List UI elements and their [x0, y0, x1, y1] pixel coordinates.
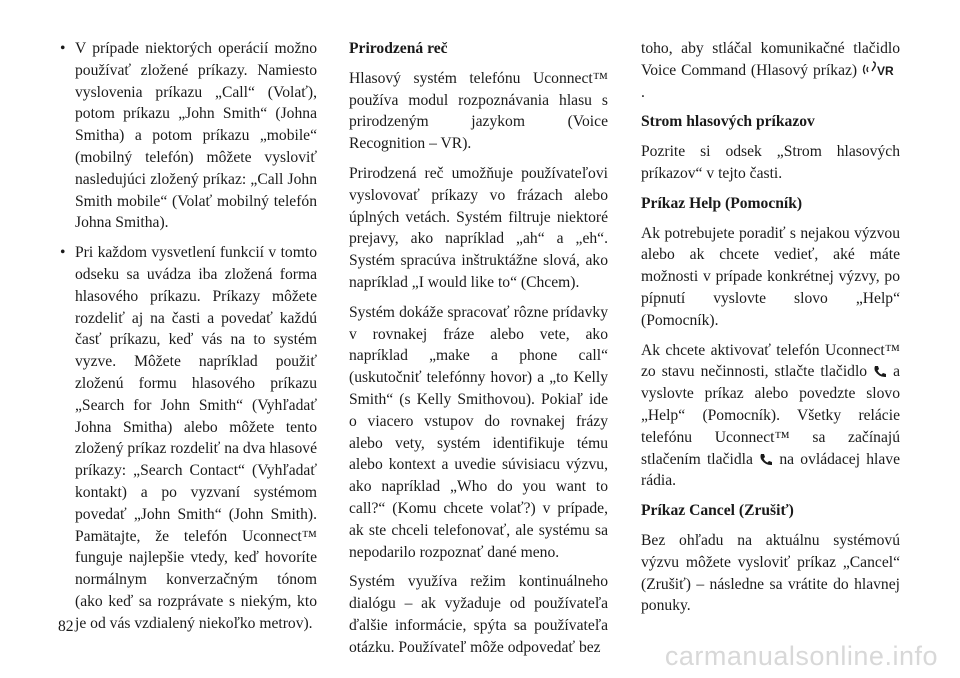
watermark: carmanualsonline.info — [664, 641, 938, 671]
paragraph: Bez ohľadu na aktuálnu systémovú výzvu môžete vysloviť príkaz „Cancel“ (Zrušiť) – následne sa vrátite do hlavnej ponuky. — [641, 531, 900, 615]
paragraph — [641, 38, 900, 103]
text-span: Ak chcete aktivovať telefón Uconnect™ zo stavu nečinnosti, stlačte tlačidlo — [641, 341, 900, 381]
section-heading-cancel: Príkaz Cancel (Zrušiť) — [641, 502, 794, 520]
paragraph: Systém využíva režim kontinuálneho dialógu – ak vyžaduje od používateľa ďalšie informácie, spýta sa používateľa otázku. Používateľ môže odpovedať bez — [349, 573, 608, 656]
page-number: 82 — [58, 618, 74, 635]
text-span: a vyslovte príkaz alebo povedzte slovo „Help“ (Pomocník). Všetky relácie telefónu Uconnect™ sa začínajú stlačením tlačidla — [641, 363, 900, 468]
section-heading-help: Príkaz Help (Pomocník) — [641, 194, 803, 212]
bullet-item: • Pri každom vysvetlení funkcií v tomto odseku sa uvádza iba zložená forma hlasového príkazu. Príkazy môžete rozdeliť aj na časti a povedať každú časť príkazu, keď vás na to systém vyzve. Môžete napríklad použiť zloženú formu hlasového príkazu „Search for John Smith“ (Vyhľadať Johna Smitha) alebo môžete tento zložený príkaz rozdeliť na dva hlasové príkazy: „Search Contact“ (Vyhľadať kontakt) a po vyzvaní systémom povedať „John Smith“ (John Smith). Pamätajte, že telefón Uconnect™ funguje najlepšie vtedy, keď hovoríte normálnym konverzačným tónom (ako keď sa rozprávate s niekým, kto je od vás vzdialený niekoľko metrov). — [58, 242, 317, 634]
bullet-list — [58, 38, 317, 635]
bullet-item: • V prípade niektorých operácií možno používať zložené príkazy. Namiesto vyslovenia príkazu „Call“ (Volať), potom príkazu „John Smith“ (Johna Smitha) a potom príkazu „mobile“ (mobilný telefón) môžete vysloviť nasledujúci zložený príkaz: „Call John Smith mobile“ (Volať mobilný telefón Johna Smitha). — [58, 38, 317, 234]
paragraph — [641, 340, 900, 493]
column-3 — [641, 38, 900, 625]
vr-icon-label: VR — [877, 63, 894, 78]
text-span: na ovládacej hlave rádia. — [641, 450, 901, 490]
text-span: toho, aby stláčal komunikačné tlačidlo Voice Command (Hlasový príkaz) — [641, 40, 900, 79]
paragraph: Hlasový systém telefónu Uconnect™ používa modul rozpoznávania hlasu s prirodzeným jazykom (Voice Recognition – VR). — [349, 69, 608, 153]
paragraph: Ak potrebujete poradiť s nejakou výzvou alebo ak chcete vedieť, aké máte možnosti v prípade konkrétnej výzvy, po pípnutí vyslovte slovo „Help“ (Pomocník). — [641, 224, 900, 329]
text-span: . — [641, 83, 645, 101]
paragraph: Systém dokáže spracovať rôzne prídavky v rovnakej fráze alebo vete, ako napríklad „make a phone call“ (uskutočniť telefónny hovor) a „to Kelly Smith“ (s Kelly Smithovou). Pokiaľ ide o viacero vstupov do rovnakej frázy alebo vety, systém identifikuje tému alebo kontext a uvedie súvisiacu výzvu, ako napríklad „Who do you want to call?“ (Komu chcete volať?) v prípade, ak ste chceli telefonovať, ale systému sa nepodarilo rozpoznať dané meno. — [349, 303, 608, 561]
section-heading-command-tree: Strom hlasových príkazov — [641, 113, 815, 131]
column-1 — [58, 38, 317, 643]
phone-icon — [759, 453, 773, 466]
phone-icon — [873, 365, 887, 378]
section-heading-natural-speech: Prirodzená reč — [349, 40, 448, 57]
paragraph: Pozrite si odsek „Strom hlasových príkazov“ v tejto časti. — [641, 143, 900, 182]
paragraph: Prirodzená reč umožňuje používateľovi vyslovovať príkazy vo frázach alebo úplných vetách. Systém filtruje niektoré prejavy, ako napríklad „ah“ a „eh“. Systém spracúva inštruktážne slová, ako napríklad „I would like to“ (Chcem). — [349, 164, 608, 291]
voice-command-vr-icon — [862, 61, 900, 78]
column-2 — [349, 38, 608, 667]
